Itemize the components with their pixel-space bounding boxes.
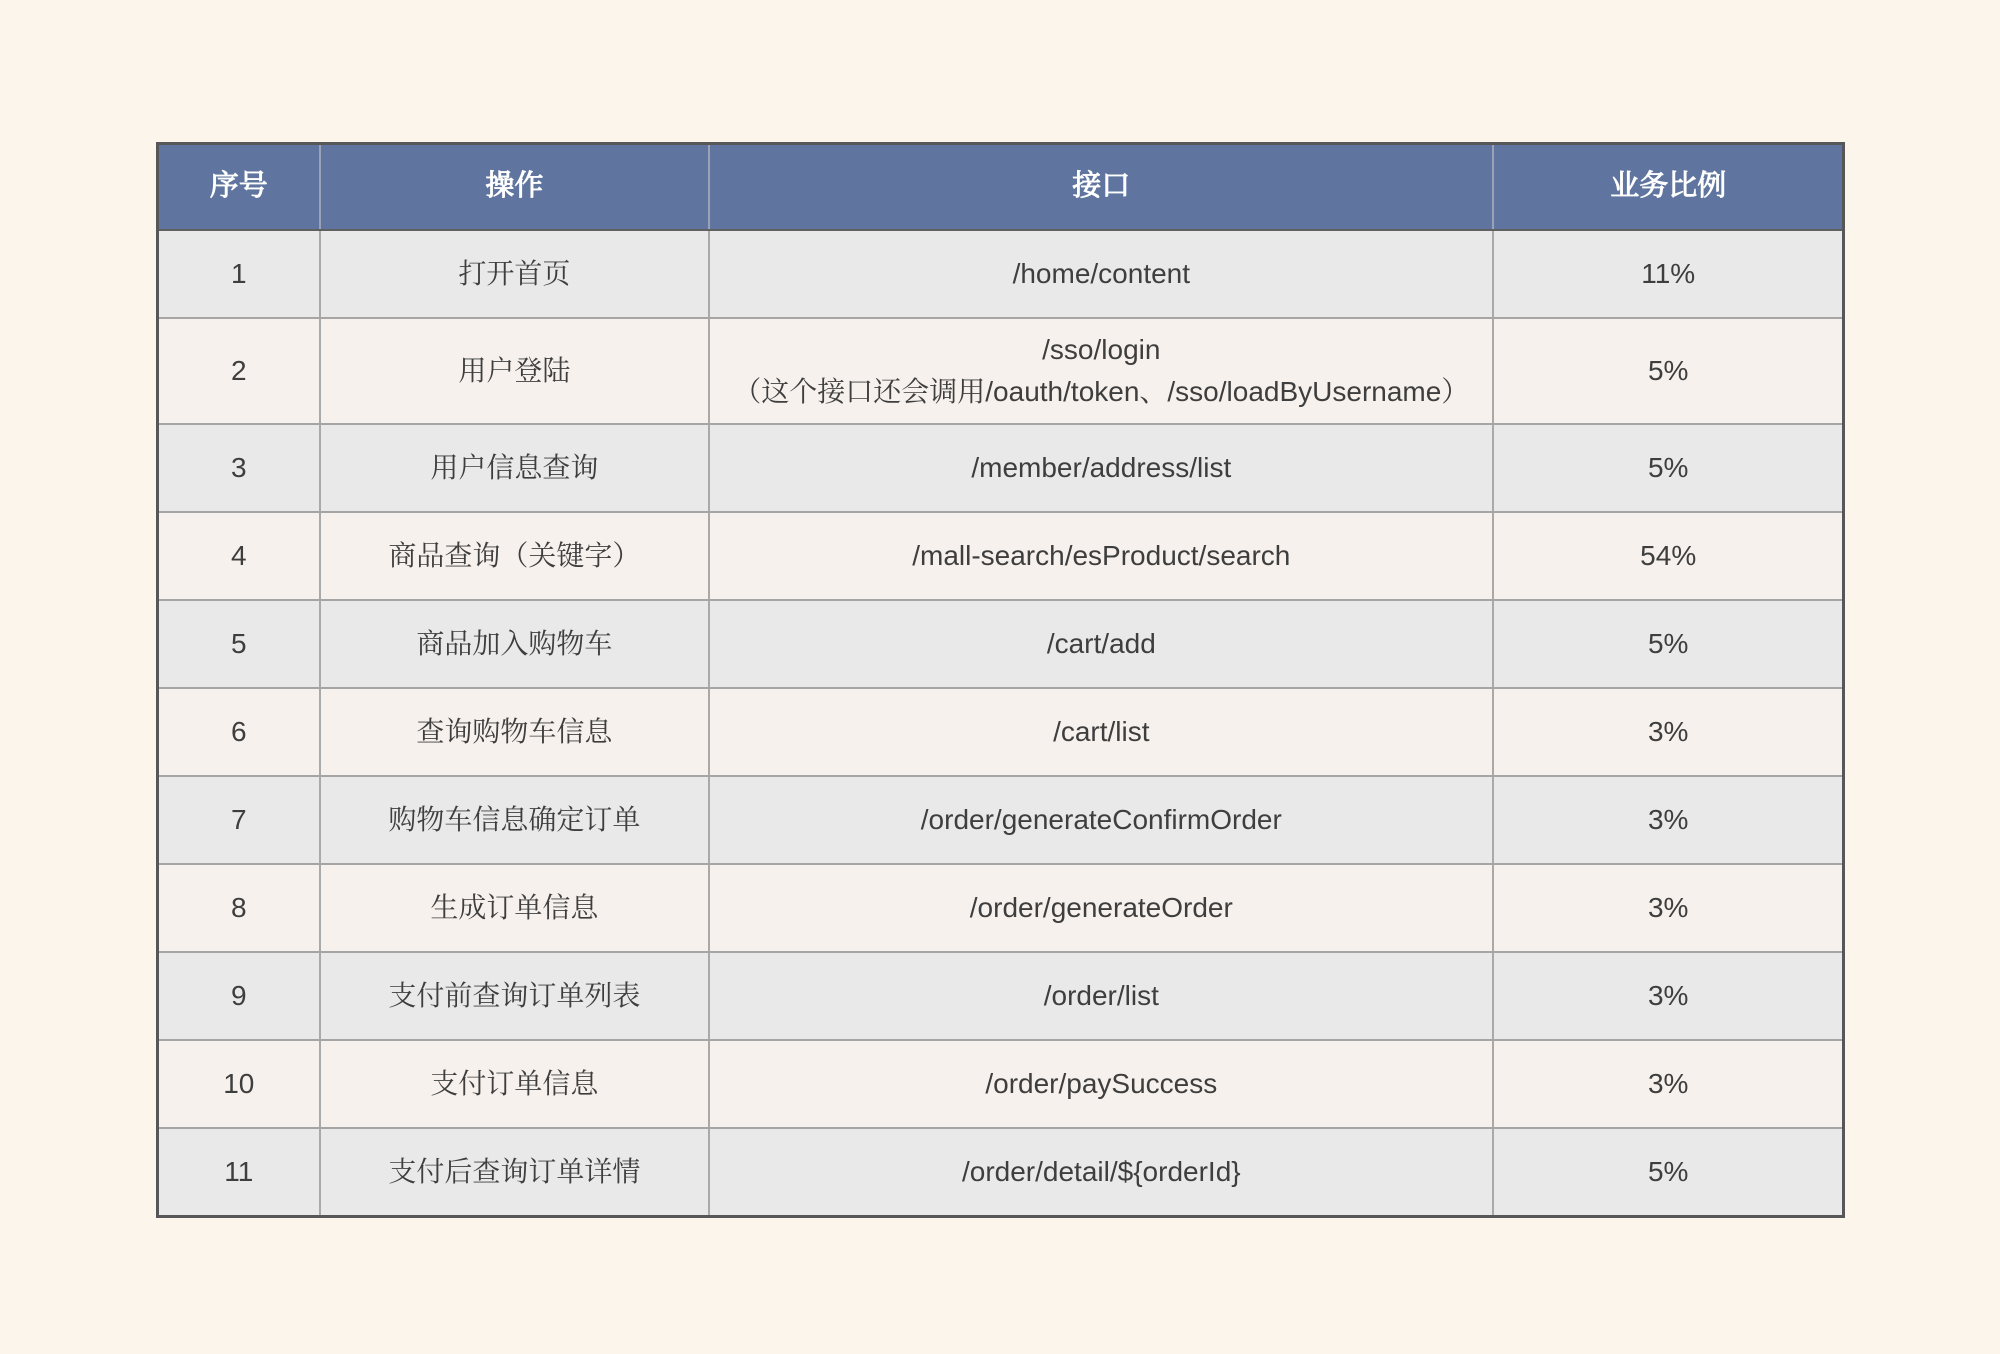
api-business-ratio-table [156,142,1845,1218]
api-path: /member/address/list [971,452,1232,483]
cell-operation: 商品查询（关键字） [321,513,711,599]
cell-api [710,231,1494,317]
table-row [159,775,1842,863]
table-row [159,423,1842,511]
api-path: /order/list [1043,980,1159,1011]
cell-operation: 支付前查询订单列表 [321,953,711,1039]
cell-index: 8 [159,865,321,951]
cell-ratio: 5% [1647,1156,1689,1187]
api-path: /order/generateOrder [969,892,1233,923]
cell-index: 9 [159,953,321,1039]
cell-operation: 打开首页 [321,231,711,317]
cell-api [710,689,1494,775]
api-path: /mall-search/esProduct/search [912,540,1291,571]
table-row [159,1127,1842,1215]
cell-api [710,865,1494,951]
cell-operation: 生成订单信息 [321,865,711,951]
cell-ratio: 3% [1647,804,1689,835]
table-row [159,863,1842,951]
cell-index: 11 [159,1129,321,1215]
cell-api [710,1129,1494,1215]
header-cell-api: 接口 [710,145,1494,229]
api-note: （这个接口还会调用/oauth/token、/sso/loadByUsername） [733,376,1470,407]
table-row [159,317,1842,423]
header-cell-ratio: 业务比例 [1610,170,1727,203]
cell-index: 5 [159,601,321,687]
api-path: /sso/login [1042,334,1161,365]
cell-operation: 支付后查询订单详情 [321,1129,711,1215]
cell-api [710,777,1494,863]
cell-ratio: 5% [1647,628,1689,659]
table-row [159,229,1842,317]
cell-api [710,425,1494,511]
table-row [159,1039,1842,1127]
api-path: /cart/add [1046,628,1156,659]
api-path: /order/paySuccess [985,1068,1218,1099]
cell-index: 2 [159,319,321,423]
cell-ratio: 3% [1647,716,1689,747]
table-row [159,687,1842,775]
cell-operation: 用户信息查询 [321,425,711,511]
cell-index: 3 [159,425,321,511]
cell-ratio: 11% [1641,258,1696,289]
table-row [159,599,1842,687]
cell-ratio: 3% [1647,892,1689,923]
cell-api [710,953,1494,1039]
cell-operation: 支付订单信息 [321,1041,711,1127]
table-header-row [159,145,1842,229]
table-row [159,951,1842,1039]
cell-operation: 用户登陆 [321,319,711,423]
api-path: /order/generateConfirmOrder [920,804,1282,835]
cell-index: 7 [159,777,321,863]
cell-api [710,319,1494,423]
cell-api [710,601,1494,687]
cell-index: 4 [159,513,321,599]
header-cell-operation: 操作 [321,145,711,229]
api-path: /order/detail/${orderId} [961,1156,1241,1187]
cell-ratio: 5% [1647,355,1689,386]
cell-operation: 查询购物车信息 [321,689,711,775]
cell-operation: 购物车信息确定订单 [321,777,711,863]
cell-index: 6 [159,689,321,775]
cell-ratio: 54% [1640,540,1697,571]
cell-operation: 商品加入购物车 [321,601,711,687]
api-path: /home/content [1012,258,1191,289]
api-path: /cart/list [1053,716,1150,747]
cell-index: 10 [159,1041,321,1127]
table-row [159,511,1842,599]
cell-ratio: 5% [1647,452,1689,483]
cell-ratio: 3% [1647,980,1689,1011]
header-cell-index: 序号 [159,145,321,229]
cell-api [710,1041,1494,1127]
cell-api [710,513,1494,599]
cell-ratio: 3% [1647,1068,1689,1099]
cell-index: 1 [159,231,321,317]
